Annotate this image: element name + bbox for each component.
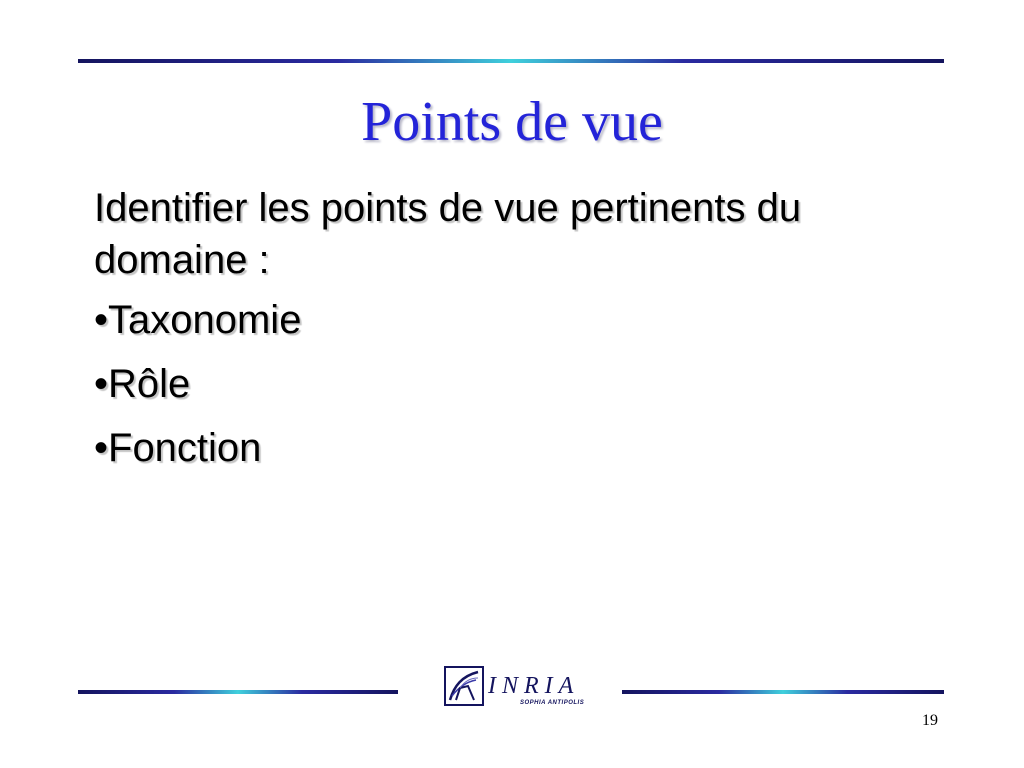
inria-logo xyxy=(444,666,604,710)
page-number: 19 xyxy=(922,712,938,729)
bullet-item-role: •Rôle xyxy=(94,362,191,406)
logo-subtitle: SOPHIA ANTIPOLIS xyxy=(520,700,585,706)
slide-title: Points de vue xyxy=(361,91,663,153)
intro-text: Identifier les points de vue pertinents du domaine : xyxy=(94,186,802,282)
bullet-item-taxonomie: •Taxonomie xyxy=(94,298,302,342)
top-divider xyxy=(78,59,944,63)
bottom-divider-right xyxy=(622,690,944,694)
slide-body xyxy=(94,182,934,486)
bottom-divider-left xyxy=(78,690,398,694)
inria-logo-icon xyxy=(444,666,484,706)
bullet-item-fonction: •Fonction xyxy=(94,426,262,470)
logo-name: INRIA xyxy=(488,673,580,699)
